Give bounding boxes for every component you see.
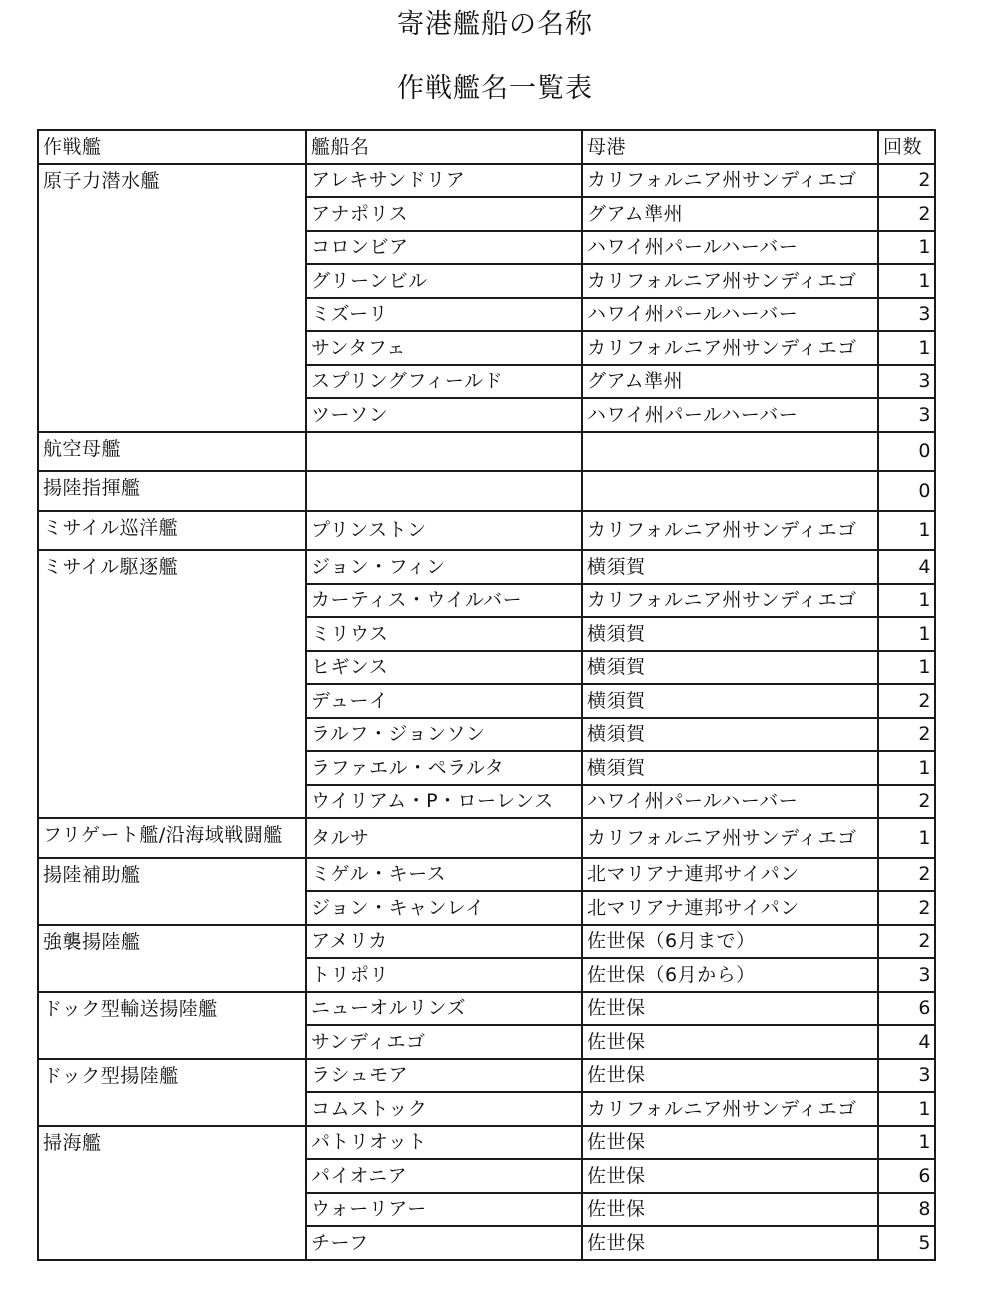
table-body <box>38 164 935 1260</box>
visit-count-cell: 0 <box>878 432 935 472</box>
page-title: 寄港艦船の名称 <box>397 9 593 40</box>
visit-count-cell: 3 <box>878 398 935 432</box>
ship-type-cell: ミサイル巡洋艦 <box>38 511 306 551</box>
table-row <box>38 164 935 198</box>
ship-name-cell: ヒギンス <box>306 651 582 685</box>
visit-count-cell: 3 <box>878 1059 935 1093</box>
home-port-cell: カリフォルニア州サンディエゴ <box>582 331 878 365</box>
ship-type-cell: ミサイル駆逐艦 <box>38 550 306 818</box>
home-port-cell: ハワイ州パールハーバー <box>582 398 878 432</box>
ship-name-cell: タルサ <box>306 818 582 858</box>
table-row <box>38 925 935 959</box>
home-port-cell: カリフォルニア州サンディエゴ <box>582 264 878 298</box>
visit-count-cell: 4 <box>878 550 935 584</box>
visit-count-cell: 2 <box>878 785 935 819</box>
table-row <box>38 511 935 551</box>
ship-name-cell: トリポリ <box>306 958 582 992</box>
visit-count-cell: 0 <box>878 471 935 511</box>
visit-count-cell: 6 <box>878 992 935 1026</box>
visit-count-cell: 5 <box>878 1226 935 1260</box>
ship-name-cell: サンディエゴ <box>306 1025 582 1059</box>
home-port-cell: 佐世保 <box>582 1226 878 1260</box>
home-port-cell: 佐世保 <box>582 1025 878 1059</box>
table-row <box>38 1126 935 1160</box>
home-port-cell: ハワイ州パールハーバー <box>582 298 878 332</box>
ship-name-cell: デューイ <box>306 684 582 718</box>
visit-count-cell: 1 <box>878 231 935 265</box>
home-port-cell: 横須賀 <box>582 684 878 718</box>
ship-name-cell: コロンビア <box>306 231 582 265</box>
visit-count-cell: 1 <box>878 751 935 785</box>
home-port-cell: カリフォルニア州サンディエゴ <box>582 511 878 551</box>
visit-count-cell: 1 <box>878 264 935 298</box>
ship-name-cell: パイオニア <box>306 1159 582 1193</box>
ship-type-cell: ドック型輸送揚陸艦 <box>38 992 306 1059</box>
visit-count-cell: 3 <box>878 365 935 399</box>
ship-type-cell: 揚陸指揮艦 <box>38 471 306 511</box>
ship-type-cell: 原子力潜水艦 <box>38 164 306 432</box>
table-title: 作戦艦名一覧表 <box>397 73 593 104</box>
home-port-cell: 北マリアナ連邦サイパン <box>582 891 878 925</box>
home-port-cell: 佐世保 <box>582 992 878 1026</box>
visit-count-cell: 2 <box>878 925 935 959</box>
header-visit-count: 回数 <box>878 130 935 164</box>
ship-name-cell: パトリオット <box>306 1126 582 1160</box>
ship-name-cell: グリーンビル <box>306 264 582 298</box>
table-row <box>38 992 935 1026</box>
visit-count-cell: 1 <box>878 511 935 551</box>
visit-count-cell: 2 <box>878 891 935 925</box>
header-home-port: 母港 <box>582 130 878 164</box>
home-port-cell: グアム準州 <box>582 197 878 231</box>
home-port-cell <box>582 471 878 511</box>
header-row <box>38 130 935 164</box>
visit-count-cell: 2 <box>878 858 935 892</box>
visit-count-cell: 3 <box>878 298 935 332</box>
ship-name-cell: チーフ <box>306 1226 582 1260</box>
ship-name-cell: コムストック <box>306 1092 582 1126</box>
ship-type-cell: フリゲート艦/沿海域戦闘艦 <box>38 818 306 858</box>
visit-count-cell: 6 <box>878 1159 935 1193</box>
table-row <box>38 1059 935 1093</box>
table-row <box>38 858 935 892</box>
visit-count-cell: 2 <box>878 684 935 718</box>
home-port-cell: 佐世保（6月から） <box>582 958 878 992</box>
visit-count-cell: 2 <box>878 197 935 231</box>
visit-count-cell: 1 <box>878 1126 935 1160</box>
home-port-cell: 佐世保 <box>582 1159 878 1193</box>
home-port-cell <box>582 432 878 472</box>
home-port-cell: グアム準州 <box>582 365 878 399</box>
home-port-cell: カリフォルニア州サンディエゴ <box>582 584 878 618</box>
home-port-cell: 佐世保（6月まで） <box>582 925 878 959</box>
ship-type-cell: ドック型揚陸艦 <box>38 1059 306 1126</box>
header-ship-name: 艦船名 <box>306 130 582 164</box>
visit-count-cell: 1 <box>878 617 935 651</box>
ship-name-cell: アレキサンドリア <box>306 164 582 198</box>
ship-type-cell: 掃海艦 <box>38 1126 306 1260</box>
visit-count-cell: 1 <box>878 651 935 685</box>
visit-count-cell: 8 <box>878 1193 935 1227</box>
ship-name-cell: ミズーリ <box>306 298 582 332</box>
ship-name-cell: ジョン・キャンレイ <box>306 891 582 925</box>
ship-name-cell: ジョン・フィン <box>306 550 582 584</box>
ship-name-cell: ミリウス <box>306 617 582 651</box>
ship-name-cell: スプリングフィールド <box>306 365 582 399</box>
ship-name-cell <box>306 471 582 511</box>
ship-type-cell: 航空母艦 <box>38 432 306 472</box>
ship-name-cell: ウォーリアー <box>306 1193 582 1227</box>
table-row <box>38 818 935 858</box>
ship-name-cell: ラルフ・ジョンソン <box>306 718 582 752</box>
visit-count-cell: 1 <box>878 1092 935 1126</box>
ship-name-cell: ウイリアム・P・ローレンス <box>306 785 582 819</box>
table-row <box>38 471 935 511</box>
ship-name-cell: プリンストン <box>306 511 582 551</box>
ship-name-cell: ラファエル・ペラルタ <box>306 751 582 785</box>
home-port-cell: 佐世保 <box>582 1059 878 1093</box>
ship-name-cell: カーティス・ウイルバー <box>306 584 582 618</box>
ship-name-cell: ツーソン <box>306 398 582 432</box>
ship-name-cell: ラシュモア <box>306 1059 582 1093</box>
ship-name-cell: サンタフェ <box>306 331 582 365</box>
ship-name-cell: ミゲル・キース <box>306 858 582 892</box>
visit-count-cell: 4 <box>878 1025 935 1059</box>
visit-count-cell: 1 <box>878 818 935 858</box>
ship-name-cell: ニューオルリンズ <box>306 992 582 1026</box>
home-port-cell: カリフォルニア州サンディエゴ <box>582 818 878 858</box>
ship-name-cell: アナポリス <box>306 197 582 231</box>
home-port-cell: 横須賀 <box>582 550 878 584</box>
table-row <box>38 550 935 584</box>
home-port-cell: 佐世保 <box>582 1193 878 1227</box>
table-row <box>38 432 935 472</box>
home-port-cell: 横須賀 <box>582 751 878 785</box>
ship-list-table <box>37 129 936 1261</box>
header-ship-type: 作戦艦 <box>38 130 306 164</box>
home-port-cell: 横須賀 <box>582 651 878 685</box>
home-port-cell: 佐世保 <box>582 1126 878 1160</box>
ship-type-cell: 強襲揚陸艦 <box>38 925 306 992</box>
home-port-cell: カリフォルニア州サンディエゴ <box>582 1092 878 1126</box>
home-port-cell: 横須賀 <box>582 617 878 651</box>
ship-name-cell: アメリカ <box>306 925 582 959</box>
home-port-cell: ハワイ州パールハーバー <box>582 785 878 819</box>
visit-count-cell: 2 <box>878 718 935 752</box>
visit-count-cell: 1 <box>878 331 935 365</box>
home-port-cell: 横須賀 <box>582 718 878 752</box>
home-port-cell: ハワイ州パールハーバー <box>582 231 878 265</box>
visit-count-cell: 1 <box>878 584 935 618</box>
ship-name-cell <box>306 432 582 472</box>
home-port-cell: 北マリアナ連邦サイパン <box>582 858 878 892</box>
visit-count-cell: 2 <box>878 164 935 198</box>
visit-count-cell: 3 <box>878 958 935 992</box>
ship-type-cell: 揚陸補助艦 <box>38 858 306 925</box>
home-port-cell: カリフォルニア州サンディエゴ <box>582 164 878 198</box>
